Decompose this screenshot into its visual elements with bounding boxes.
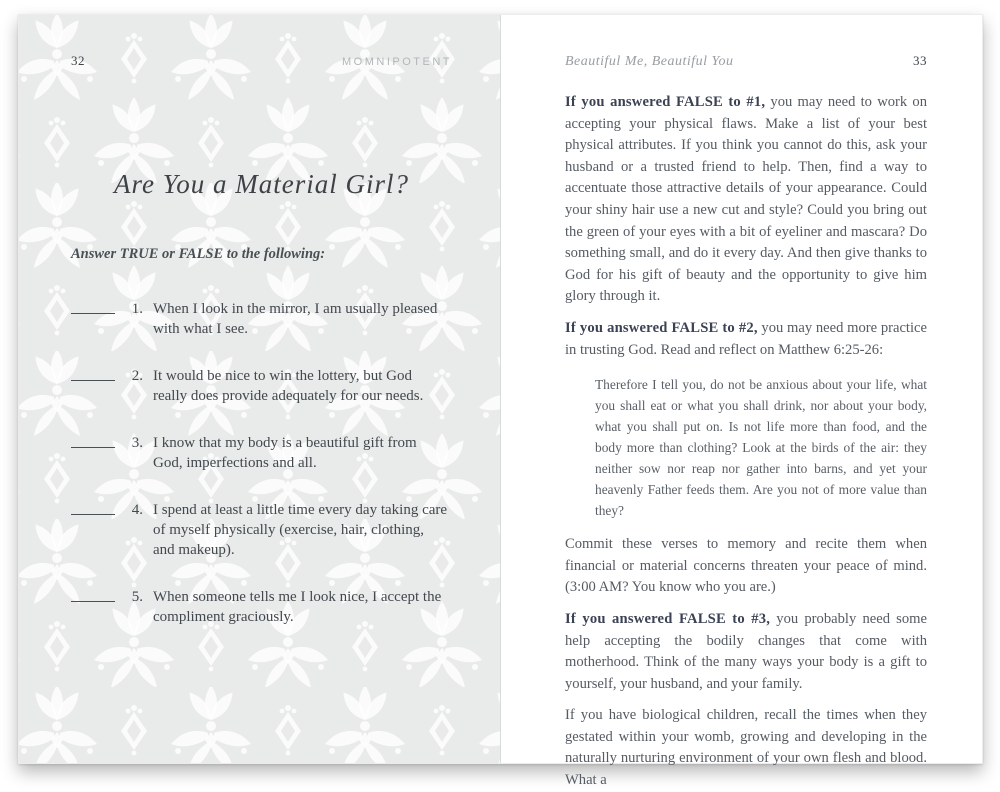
quiz-item-number: 5. xyxy=(131,589,143,605)
right-running-header xyxy=(565,53,927,70)
paragraph-biological-children: If you have biological children, recall the times when they gestated within your womb, growing and developing in the naturally nurturing environment of your own flesh and blood. What a xyxy=(565,707,927,789)
quiz-item-text: I know that my body is a beautiful gift from God, imperfections and all. xyxy=(153,435,417,471)
quiz-list xyxy=(71,299,452,627)
paragraph-false-2 xyxy=(565,318,927,361)
quiz-item-number: 2. xyxy=(131,368,143,384)
paragraph-lead-in: If you answered FALSE to #2, xyxy=(565,319,758,336)
quiz-item-number: 3. xyxy=(131,435,143,451)
right-page-number: 33 xyxy=(913,53,927,68)
quiz-item-number: 1. xyxy=(131,301,143,317)
paragraph-text: you probably need some help accepting the bodily changes that come with motherhood. Think of the many ways your body is a gift to yourself, your husband, and your family. xyxy=(565,610,927,692)
chapter-running-header: Beautiful Me, Beautiful You xyxy=(565,54,734,69)
paragraph-text: you may need more practice in trusting God. Read and reflect on Matthew 6:25-26: xyxy=(565,319,927,358)
answer-blank-line xyxy=(71,500,115,515)
page-left xyxy=(19,15,501,763)
paragraph-text: you may need to work on accepting your physical flaws. Make a list of your best physical attributes. If you think you cannot do this, ask your husband or a trusted friend to help. Then, find a way to accentuate those attractive details of your appearance. Could your shiny hair use a new cut and style? Could you bring out the green of your eyes with a bit of eyeliner and mascara? Do something small, and do it every day. And then give thanks to God for his gift of beauty and the opportunity to give him glory through it. xyxy=(565,94,927,305)
book-title-running-header: MOMNIPOTENT xyxy=(342,56,452,68)
left-running-header xyxy=(71,53,452,69)
quiz-item-number: 4. xyxy=(131,502,143,518)
quiz-item xyxy=(71,500,452,560)
paragraph-lead-in: If you answered FALSE to #3, xyxy=(565,610,771,627)
quiz-item-text: When someone tells me I look nice, I accept the compliment graciously. xyxy=(153,589,442,625)
quiz-item xyxy=(71,299,452,339)
paragraph-false-1 xyxy=(565,92,927,308)
answer-blank-line xyxy=(71,587,115,602)
quiz-item-text: When I look in the mirror, I am usually pleased with what I see. xyxy=(153,301,438,337)
answer-blank-line xyxy=(71,366,115,381)
paragraph-false-3 xyxy=(565,609,927,695)
page-right xyxy=(501,15,982,789)
quiz-item-text: I spend at least a little time every day taking care of myself physically (exercise, hair, clothing, and makeup). xyxy=(153,502,448,558)
book-spread xyxy=(18,14,983,789)
left-page-number: 32 xyxy=(71,53,85,68)
quiz-item xyxy=(71,587,452,627)
quiz-title: Are You a Material Girl? xyxy=(113,169,409,199)
quiz-item xyxy=(71,433,452,473)
left-page-content xyxy=(19,15,500,627)
paragraph-commit-verses: Commit these verses to memory and recite them when financial or material concerns threaten your peace of mind. (3:00 AM? You know who you are.) xyxy=(565,536,927,596)
quiz-item-text: It would be nice to win the lottery, but God really does provide adequately for our needs. xyxy=(153,368,424,404)
quiz-item xyxy=(71,366,452,406)
paragraph-lead-in: If you answered FALSE to #1, xyxy=(565,94,766,110)
scripture-blockquote: Therefore I tell you, do not be anxious about your life, what you shall eat or what you shall drink, nor about your body, what you shall put on. Is not life more than food, and the body more than clothing? Look at the birds of the air: they neither sow nor reap nor gather into barns, and yet your heavenly Father feeds them. Are you not of more value than they? xyxy=(595,377,927,519)
body-text-block xyxy=(565,92,927,792)
answer-blank-line xyxy=(71,433,115,448)
quiz-instruction: Answer TRUE or FALSE to the following: xyxy=(71,246,326,262)
answer-blank-line xyxy=(71,299,115,314)
